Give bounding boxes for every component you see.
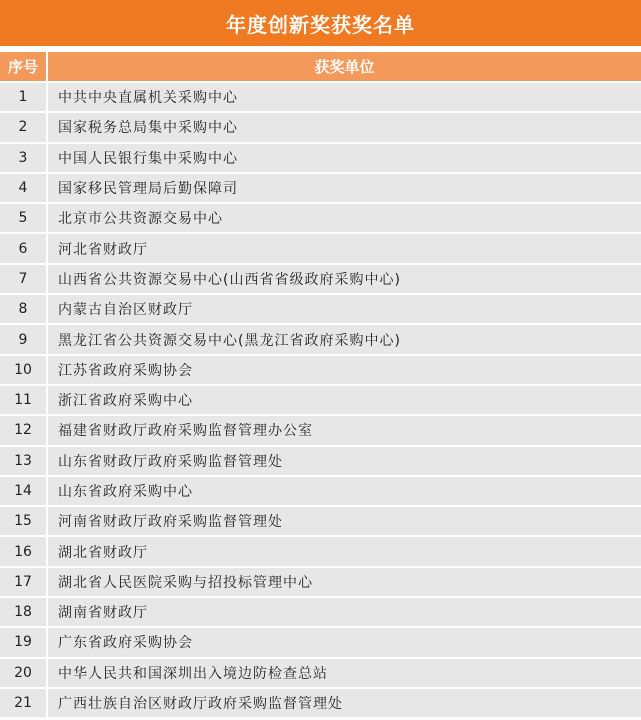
row-number: 13 bbox=[0, 447, 48, 477]
table-row bbox=[0, 204, 641, 234]
award-unit: 山西省公共资源交易中心(山西省省级政府采购中心) bbox=[48, 265, 641, 295]
row-number: 15 bbox=[0, 507, 48, 537]
award-unit: 湖北省财政厅 bbox=[48, 537, 641, 567]
row-number: 9 bbox=[0, 325, 48, 355]
award-unit: 广东省政府采购协会 bbox=[48, 628, 641, 658]
table-row bbox=[0, 537, 641, 567]
table-row bbox=[0, 356, 641, 386]
table-row bbox=[0, 325, 641, 355]
table-row bbox=[0, 386, 641, 416]
table-row bbox=[0, 507, 641, 537]
award-unit: 河北省财政厅 bbox=[48, 234, 641, 264]
row-number: 10 bbox=[0, 356, 48, 386]
award-table bbox=[0, 52, 641, 719]
row-number: 12 bbox=[0, 416, 48, 446]
award-unit: 湖南省财政厅 bbox=[48, 598, 641, 628]
award-unit: 湖北省人民医院采购与招投标管理中心 bbox=[48, 568, 641, 598]
award-unit: 福建省财政厅政府采购监督管理办公室 bbox=[48, 416, 641, 446]
table-row bbox=[0, 265, 641, 295]
row-number: 17 bbox=[0, 568, 48, 598]
row-number: 4 bbox=[0, 174, 48, 204]
award-unit: 中国人民银行集中采购中心 bbox=[48, 144, 641, 174]
row-number: 8 bbox=[0, 295, 48, 325]
row-number: 5 bbox=[0, 204, 48, 234]
row-number: 6 bbox=[0, 234, 48, 264]
table-row bbox=[0, 568, 641, 598]
table-row bbox=[0, 83, 641, 113]
table-row bbox=[0, 689, 641, 719]
award-unit: 内蒙古自治区财政厅 bbox=[48, 295, 641, 325]
page-title: 年度创新奖获奖名单 bbox=[226, 12, 415, 37]
award-unit: 江苏省政府采购协会 bbox=[48, 356, 641, 386]
table-row bbox=[0, 144, 641, 174]
row-number: 2 bbox=[0, 113, 48, 143]
row-number: 11 bbox=[0, 386, 48, 416]
table-row bbox=[0, 174, 641, 204]
award-unit: 浙江省政府采购中心 bbox=[48, 386, 641, 416]
table-header bbox=[0, 52, 641, 83]
table-row bbox=[0, 113, 641, 143]
table-row bbox=[0, 598, 641, 628]
column-header-unit: 获奖单位 bbox=[48, 52, 641, 83]
table-row bbox=[0, 416, 641, 446]
table-row bbox=[0, 447, 641, 477]
row-number: 20 bbox=[0, 659, 48, 689]
award-unit: 国家税务总局集中采购中心 bbox=[48, 113, 641, 143]
award-unit: 北京市公共资源交易中心 bbox=[48, 204, 641, 234]
table-row bbox=[0, 628, 641, 658]
row-number: 3 bbox=[0, 144, 48, 174]
row-number: 16 bbox=[0, 537, 48, 567]
row-number: 18 bbox=[0, 598, 48, 628]
award-unit: 国家移民管理局后勤保障司 bbox=[48, 174, 641, 204]
page-title-banner bbox=[0, 0, 641, 46]
award-unit: 中华人民共和国深圳出入境边防检查总站 bbox=[48, 659, 641, 689]
row-number: 14 bbox=[0, 477, 48, 507]
table-body bbox=[0, 83, 641, 719]
column-header-index: 序号 bbox=[0, 52, 48, 83]
award-unit: 广西壮族自治区财政厅政府采购监督管理处 bbox=[48, 689, 641, 719]
award-unit: 黑龙江省公共资源交易中心(黑龙江省政府采购中心) bbox=[48, 325, 641, 355]
award-unit: 山东省财政厅政府采购监督管理处 bbox=[48, 447, 641, 477]
row-number: 7 bbox=[0, 265, 48, 295]
award-unit: 中共中央直属机关采购中心 bbox=[48, 83, 641, 113]
row-number: 21 bbox=[0, 689, 48, 719]
table-row bbox=[0, 234, 641, 264]
table-row bbox=[0, 295, 641, 325]
award-unit: 山东省政府采购中心 bbox=[48, 477, 641, 507]
row-number: 1 bbox=[0, 83, 48, 113]
award-unit: 河南省财政厅政府采购监督管理处 bbox=[48, 507, 641, 537]
table-row bbox=[0, 659, 641, 689]
row-number: 19 bbox=[0, 628, 48, 658]
table-row bbox=[0, 477, 641, 507]
